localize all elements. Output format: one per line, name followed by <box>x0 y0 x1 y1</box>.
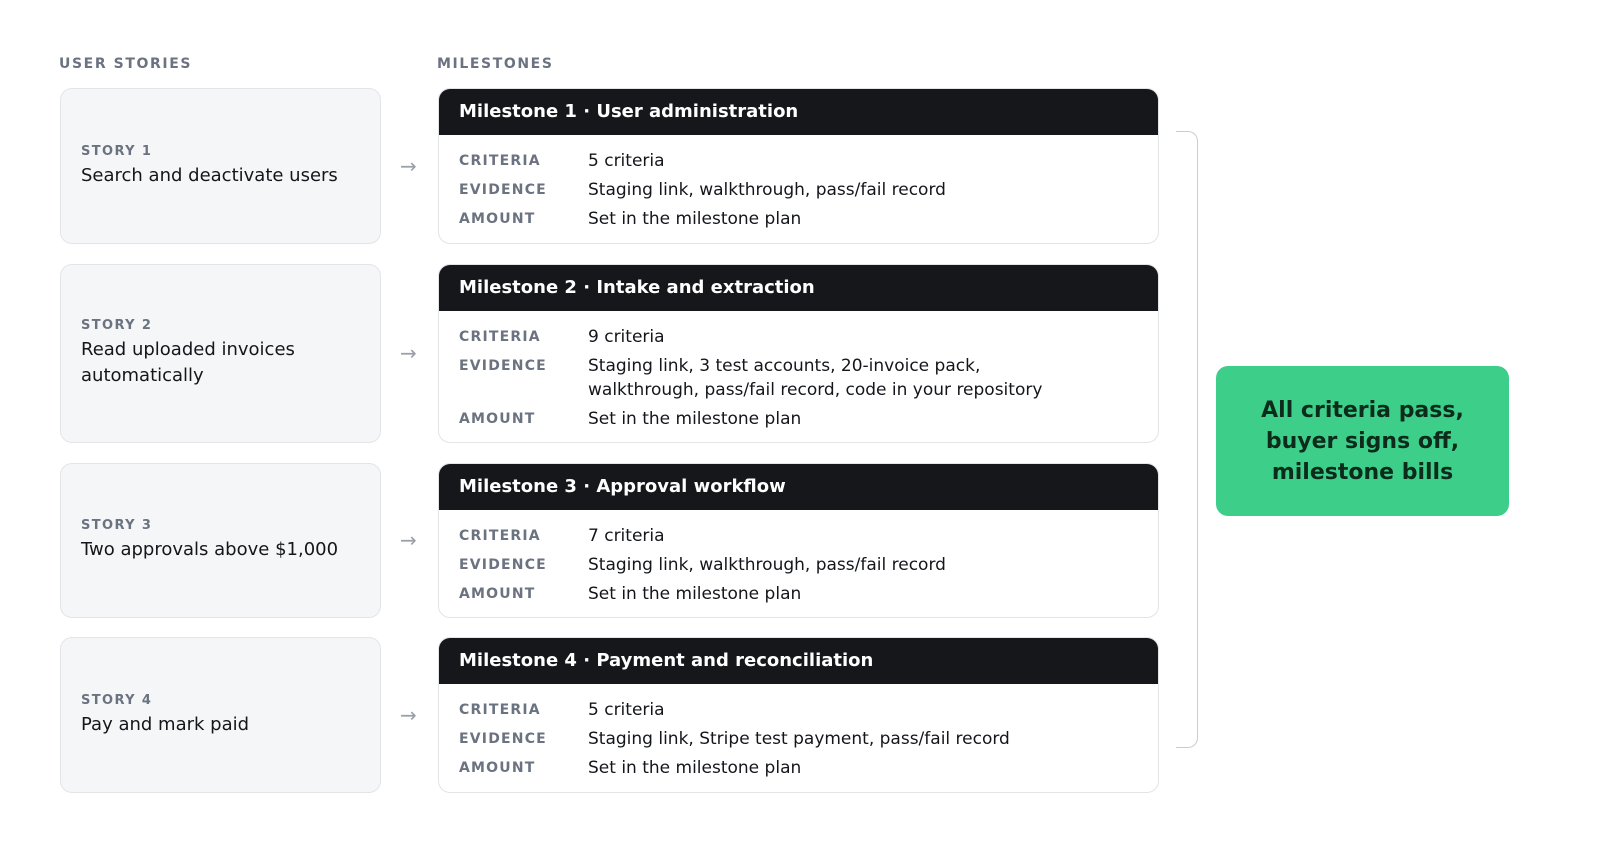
story-title: Read uploaded invoices automatically <box>81 339 295 386</box>
criteria-value: 7 criteria <box>588 526 665 546</box>
milestone-title: Milestone 1 · User administration <box>439 89 1158 135</box>
arrow-right-icon: → <box>400 528 417 552</box>
arrow-right-icon: → <box>400 154 417 178</box>
arrow-right-icon: → <box>400 341 417 365</box>
criteria-value: 9 criteria <box>588 327 665 347</box>
milestone-title: Milestone 3 · Approval workflow <box>439 464 1158 510</box>
amount-value: Set in the milestone plan <box>588 409 802 429</box>
evidence-value: Staging link, 3 test accounts, 20-invoice pack, walkthrough, pass/fail record, code in your repository <box>588 356 1043 400</box>
story-label: STORY 1 <box>81 143 153 159</box>
story-title: Search and deactivate users <box>81 164 338 186</box>
amount-label: AMOUNT <box>459 760 536 776</box>
story-title: Two approvals above $1,000 <box>81 539 339 560</box>
amount-value: Set in the milestone plan <box>588 209 802 229</box>
story-card-1 <box>60 88 381 244</box>
evidence-label: EVIDENCE <box>459 557 547 573</box>
milestone-title: Milestone 2 · Intake and extraction <box>439 265 1158 311</box>
milestones-bracket <box>1176 131 1198 748</box>
milestones-heading: MILESTONES <box>437 56 554 72</box>
story-label: STORY 4 <box>81 692 153 708</box>
outcome-text: All criteria pass, buyer signs off, milestone bills <box>1261 397 1464 485</box>
amount-label: AMOUNT <box>459 411 536 427</box>
criteria-label: CRITERIA <box>459 153 541 169</box>
criteria-label: CRITERIA <box>459 702 541 718</box>
evidence-label: EVIDENCE <box>459 358 547 374</box>
story-label: STORY 3 <box>81 518 153 533</box>
story-card-2 <box>60 264 381 443</box>
criteria-label: CRITERIA <box>459 528 541 544</box>
evidence-label: EVIDENCE <box>459 182 547 198</box>
amount-label: AMOUNT <box>459 586 536 602</box>
user-stories-heading: USER STORIES <box>59 56 193 72</box>
story-card-4 <box>60 637 381 793</box>
milestone-card-1 <box>438 88 1159 244</box>
story-label: STORY 2 <box>81 318 153 333</box>
story-card-3 <box>60 463 381 618</box>
milestone-title: Milestone 4 · Payment and reconciliation <box>439 638 1158 684</box>
amount-value: Set in the milestone plan <box>588 584 802 604</box>
evidence-label: EVIDENCE <box>459 731 547 747</box>
milestone-card-3 <box>438 463 1159 618</box>
arrow-right-icon: → <box>400 703 417 727</box>
story-title: Pay and mark paid <box>81 713 250 735</box>
evidence-value: Staging link, Stripe test payment, pass/fail record <box>588 729 1010 749</box>
evidence-value: Staging link, walkthrough, pass/fail record <box>588 555 946 575</box>
milestone-card-4 <box>438 637 1159 793</box>
evidence-value: Staging link, walkthrough, pass/fail record <box>588 180 946 200</box>
amount-label: AMOUNT <box>459 211 536 227</box>
criteria-label: CRITERIA <box>459 329 541 345</box>
amount-value: Set in the milestone plan <box>588 758 802 778</box>
criteria-value: 5 criteria <box>588 151 665 171</box>
milestone-card-2 <box>438 264 1159 443</box>
outcome-box <box>1216 366 1509 516</box>
criteria-value: 5 criteria <box>588 700 665 720</box>
